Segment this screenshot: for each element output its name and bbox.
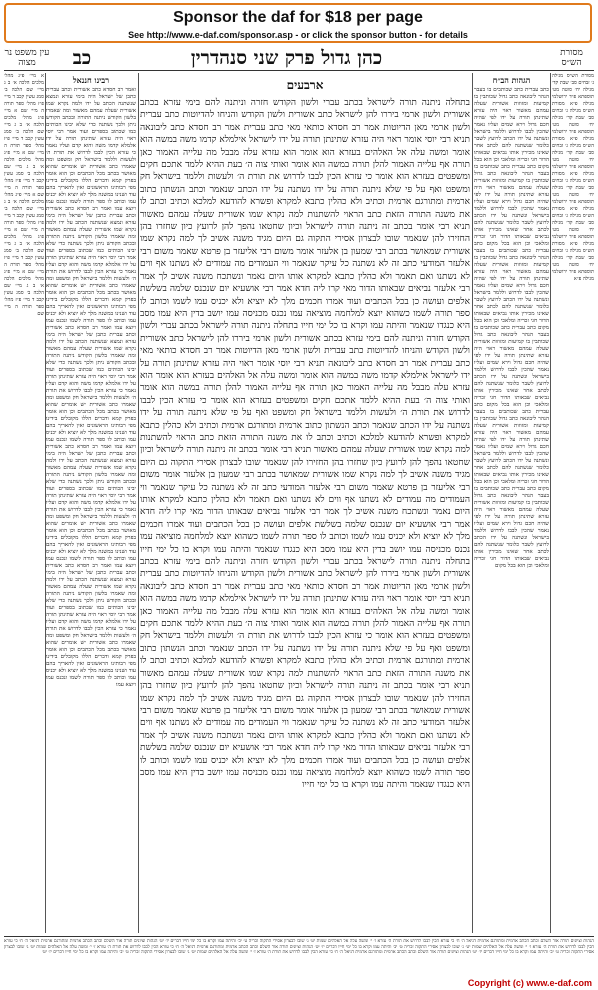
tosafot-column [46,73,136,933]
right-margin-text: מסורת הש״ס מגילה ג׳ זבחים סב׳ שבת קד׳ מגילה יח׳ סוטה מט׳ תוספתא פ״ד ירושלמי מגילה פ״א מסורת הש״ס מגילה ג׳ זבחים סב׳ שבת קד׳ מגילה יח׳ סוטה מט׳ תוספתא פ״ד ירושלמי מגילה פ״א מסורת הש״ס מגילה ג׳ זבחים סב׳ שבת קד׳ מגילה יח׳ סוטה מט׳ תוספתא פ״ד ירושלמי מגילה פ״א מסורת הש״ס מגילה ג׳ זבחים סב׳ שבת קד׳ מגילה יח׳ סוטה מט׳ תוספתא פ״ד ירושלמי מגילה פ״א מסורת הש״ס מגילה ג׳ זבחים סב׳ שבת קד׳ מגילה יח׳ סוטה מט׳ תוספתא פ״ד ירושלמי מגילה פ״א מסורת הש״ס מגילה ג׳ זבחים סב׳ שבת קד׳ מגילה יח׳ סוטה מט׳ תוספתא פ״ד ירושלמי מגילה פ״א [552,73,594,282]
bottom-notes-text: הגהות וציונים תורה אור השלם וכתב הכתב ארמית ומתורגם ארמית דניאל ה׳ ח׳ כי עזרא הכין לבבו לדרוש את תורת ה׳ עזרא ז׳ י׳ ומשה עלה אל האלהים שמות יט׳ ג׳ שובו לבצרון אסירי התקוה זכריה ט׳ יב׳ והיתה עמו וקרא בו כל ימי חייו דברים יז׳ יט׳ הגהות וציונים תורה אור השלם וכתב הכתב ארמית ומתורגם ארמית דניאל ה׳ ח׳ כי עזרא הכין לבבו לדרוש את תורת ה׳ עזרא ז׳ י׳ ומשה עלה אל האלהים שמות יט׳ ג׳ שובו לבצרון אסירי התקוה זכריה ט׳ יב׳ והיתה עמו וקרא בו כל ימי חייו דברים יז׳ יט׳ הגהות וציונים תורה אור השלם וכתב הכתב ארמית ומתורגם ארמית דניאל ה׳ ח׳ כי עזרא הכין לבבו לדרוש את תורת ה׳ עזרא ז׳ י׳ ומשה עלה אל האלהים שמות יט׳ ג׳ שובו לבצרון אסירי התקוה זכריה ט׳ יב׳ והיתה עמו וקרא בו כל ימי חייו דברים יז׳ יט׳ הגהות וציונים תורה אור השלם וכתב הכתב ארמית ומתורגם ארמית דניאל ה׳ ח׳ כי עזרא הכין לבבו לדרוש את תורת ה׳ עזרא ז׳ י׳ ומשה עלה אל האלהים שמות יט׳ ג׳ שובו לבצרון אסירי התקוה זכריה ט׳ יב׳ והיתה עמו וקרא בו כל ימי חייו דברים יז׳ יט׳ [4,939,594,955]
sponsor-title[interactable]: Sponsor the daf for $18 per page [173,9,423,26]
left-margin-column [4,73,44,933]
page-title: כהן גדול פרק שני סנהדרין [190,47,383,69]
right-margin-column [552,73,594,933]
header-rule [4,70,594,71]
gemara-text: בתחלה ניתנה תורה לישראל בכתב עברי ולשון הקודש חזרה וניתנה להם בימי עזרא בכתב אשורית ולשון ארמי ביררו להן לישראל כתב אשורית ולשון הקודש והניחו להדיוטות כתב עברית ולשון ארמי מאן הדיוטות אמר רב חסדא כותאי מאי כתב עברית אמר רב חסדא כתב ליבונאה תניא רבי יוסי אומר ראוי היה עזרא שתינתן תורה על ידו לישראל אילמלא קדמו משה במשה הוא אומר ומשה עלה אל האלהים בעזרא הוא אומר הוא עזרא עלה מבבל מה עלייה האמור כאן תורה אף עלייה האמור להלן תורה במשה הוא אומר ואותי צוה ה׳ בעת ההיא ללמד אתכם חקים ומשפטים בעזרא הוא אומר כי עזרא הכין לבבו לדרוש את תורת ה׳ ולעשות וללמד בישראל חק ומשפט ואף על פי שלא ניתנה תורה על ידו נשתנה על ידו הכתב שנאמר וכתב הנשתון כתוב ארמית ומתורגם ארמית וכתיב ולא כהלין כתבא למקרא ופשרא להודעא למלכא וכתיב וכתב לו את משנה התורה הזאת כתב הראוי להשתנות למה נקרא שמו אשורית שעלה עמהם מאשור תניא רבי אומר בכתב זה ניתנה תורה לישראל וכיון שחטאו נהפך להן לרועץ כיון שחזרו בהן החזירו להן שנאמר שובו לבצרון אסירי התקוה גם היום מגיד משנה אשיב לך למה נקרא שמו אשורית שמאושר בכתב רבי שמעון בן אלעזר אומר משום רבי אליעזר בן פרטא שאמר משום רבי אלעזר המודעי כתב זה לא נשתנה כל עיקר שנאמר ווי העמודים מה עמודים לא נשתנו אף ווים לא נשתנו ואם תאמר ולא כהלין כתבא למקרא אותו היום נאמר ונשתכח משנה אשיב לך אמר רבי אלעזר נביאים שבאותו הדור מאי קרו ליה חדא אמר רבי אושעיא יום שנכנס שלמה בשלשת אלפים ועושה כן בכל הכתבים ועוד אמרו חכמים מלך לא יוציא ולא יכניס עמו לשמו וכותב לו ספר תורה לשמו כשהוא יוצא למלחמה מוציאה עמו נכנס מכניסה עמו יושב בדין היא עמו מסב היא כנגדו שנאמר והיתה עמו וקרא בו כל ימי חייו בתחלה ניתנה תורה לישראל בכתב עברי ולשון הקודש חזרה וניתנה להם בימי עזרא בכתב אשורית ולשון ארמי ביררו להן לישראל כתב אשורית ולשון הקודש והניחו להדיוטות כתב עברית ולשון ארמי מאן הדיוטות אמר רב חסדא כותאי מאי כתב עברית אמר רב חסדא כתב ליבונאה תניא רבי יוסי אומר ראוי היה עזרא שתינתן תורה על ידו לישראל אילמלא קדמו משה במשה הוא אומר ומשה עלה אל האלהים בעזרא הוא אומר הוא עזרא עלה מבבל מה עלייה האמור כאן תורה אף עלייה האמור להלן תורה במשה הוא אומר ואותי צוה ה׳ בעת ההיא ללמד אתכם חקים ומשפטים בעזרא הוא אומר כי עזרא הכין לבבו לדרוש את תורת ה׳ ולעשות וללמד בישראל חק ומשפט ואף על פי שלא ניתנה תורה על ידו נשתנה על ידו הכתב שנאמר וכתב הנשתון כתוב ארמית ומתורגם ארמית וכתיב ולא כהלין כתבא למקרא ופשרא להודעא למלכא וכתיב וכתב לו את משנה התורה הזאת כתב הראוי להשתנות למה נקרא שמו אשורית שעלה עמהם מאשור תניא רבי אומר בכתב זה ניתנה תורה לישראל וכיון שחטאו נהפך להן לרועץ כיון שחזרו בהן החזירו להן שנאמר שובו לבצרון אסירי התקוה גם היום מגיד משנה אשיב לך למה נקרא שמו אשורית שמאושר בכתב רבי שמעון בן אלעזר אומר משום רבי אליעזר בן פרטא שאמר משום רבי אלעזר המודעי כתב זה לא נשתנה כל עיקר שנאמר ווי העמודים מה עמודים לא נשתנו אף ווים לא נשתנו ואם תאמר ולא כהלין כתבא למקרא אותו היום נאמר ונשתכח משנה אשיב לך אמר רבי אלעזר נביאים שבאותו הדור מאי קרו ליה חדא אמר רבי אושעיא יום שנכנס שלמה בשלשת אלפים ועושה כן בכל הכתבים ועוד אמרו חכמים מלך לא יוציא ולא יכניס עמו לשמו וכותב לו ספר תורה לשמו כשהוא יוצא למלחמה מוציאה עמו נכנס מכניסה עמו יושב בדין היא עמו מסב היא כנגדו שנאמר והיתה עמו וקרא בו כל ימי חייו בתחלה ניתנה תורה לישראל בכתב עברי ולשון הקודש חזרה וניתנה להם בימי עזרא בכתב אשורית ולשון ארמי ביררו להן לישראל כתב אשורית ולשון הקודש והניחו להדיוטות כתב עברית ולשון ארמי מאן הדיוטות אמר רב חסדא כותאי מאי כתב עברית אמר רב חסדא כתב ליבונאה תניא רבי יוסי אומר ראוי היה עזרא שתינתן תורה על ידו לישראל אילמלא קדמו משה במשה הוא אומר ומשה עלה אל האלהים בעזרא הוא אומר הוא עזרא עלה מבבל מה עלייה האמור כאן תורה אף עלייה האמור להלן תורה במשה הוא אומר ואותי צוה ה׳ בעת ההיא ללמד אתכם חקים ומשפטים בעזרא הוא אומר כי עזרא הכין לבבו לדרוש את תורת ה׳ ולעשות וללמד בישראל חק ומשפט ואף על פי שלא ניתנה תורה על ידו נשתנה על ידו הכתב שנאמר וכתב הנשתון כתוב ארמית ומתורגם ארמית וכתיב ולא כהלין כתבא למקרא ופשרא להודעא למלכא וכתיב וכתב לו את משנה התורה הזאת כתב הראוי להשתנות למה נקרא שמו אשורית שעלה עמהם מאשור תניא רבי אומר בכתב זה ניתנה תורה לישראל וכיון שחטאו נהפך להן לרועץ כיון שחזרו בהן החזירו להן שנאמר שובו לבצרון אסירי התקוה גם היום מגיד משנה אשיב לך למה נקרא שמו אשורית שמאושר בכתב רבי שמעון בן אלעזר אומר משום רבי אליעזר בן פרטא שאמר משום רבי אלעזר המודעי כתב זה לא נשתנה כל עיקר שנאמר ווי העמודים מה עמודים לא נשתנו אף ווים לא נשתנו ואם תאמר ולא כהלין כתבא למקרא אותו היום נאמר ונשתכח משנה אשיב לך אמר רבי אלעזר נביאים שבאותו הדור מאי קרו ליה חדא אמר רבי אושעיא יום שנכנס שלמה בשלשת אלפים ועושה כן בכל הכתבים ועוד אמרו חכמים מלך לא יוציא ולא יכניס עמו לשמו וכותב לו ספר תורה לשמו כשהוא יוצא למלחמה מוציאה עמו נכנס מכניסה עמו יושב בדין היא עמו מסב היא כנגדו שנאמר והיתה עמו וקרא בו כל ימי חייו [140,98,470,791]
left-margin-label: עין משפט נר מצוה [4,48,50,68]
footnote-rule [4,936,594,937]
bottom-notes [4,939,594,979]
talmud-page [4,48,594,970]
rashi-column [474,73,549,933]
sponsor-banner[interactable] [4,3,592,43]
tosafot-text: ואמר רב חסדא כתב אשורית וכתב עברית כתבן של ישראל היה בימי עזרא ונמצא שנשתנה הכתב על ידו ולמה נקרא שמו אשורית שעלה עמהם מאשור ומה שאמרו בלשון הקודש ניתנה התורה ובכתב הקודש ניתן ולכך נשתנה כדי שלא יבינו הכותים כמו שכתוב בספרים ועוד אמר רבי יוסי ראוי היה עזרא שתינתן תורה על ידו אלמלא קדמו משה והוא קדם ועליו נאמר כי עזרא הכין לבבו לדרוש את תורת ה׳ ולעשות וללמד בישראל חק ומשפט ומה שאמרו כתב אשורית יש אומרים שהוא מאושר בכתב מכל הכתבים וכן הוא אומר בפרק קמא ודברים הללו מקובלים בידינו מפי רבותינו הראשונים ואין להאריך בהם עוד ושנינו במשנה מלך לא יוציא ולא יכניס עמו וכותב לו ספר תורה לשמו ונכנס עמו ויוצא עמו ואמר רב חסדא כתב אשורית וכתב עברית כתבן של ישראל היה בימי עזרא ונמצא שנשתנה הכתב על ידו ולמה נקרא שמו אשורית שעלה עמהם מאשור ומה שאמרו בלשון הקודש ניתנה התורה ובכתב הקודש ניתן ולכך נשתנה כדי שלא יבינו הכותים כמו שכתוב בספרים ועוד אמר רבי יוסי ראוי היה עזרא שתינתן תורה על ידו אלמלא קדמו משה והוא קדם ועליו נאמר כי עזרא הכין לבבו לדרוש את תורת ה׳ ולעשות וללמד בישראל חק ומשפט ומה שאמרו כתב אשורית יש אומרים שהוא מאושר בכתב מכל הכתבים וכן הוא אומר בפרק קמא ודברים הללו מקובלים בידינו מפי רבותינו הראשונים ואין להאריך בהם עוד ושנינו במשנה מלך לא יוציא ולא יכניס עמו וכותב לו ספר תורה לשמו ונכנס עמו ויוצא עמו ואמר רב חסדא כתב אשורית וכתב עברית כתבן של ישראל היה בימי עזרא ונמצא שנשתנה הכתב על ידו ולמה נקרא שמו אשורית שעלה עמהם מאשור ומה שאמרו בלשון הקודש ניתנה התורה ובכתב הקודש ניתן ולכך נשתנה כדי שלא יבינו הכותים כמו שכתוב בספרים ועוד אמר רבי יוסי ראוי היה עזרא שתינתן תורה על ידו אלמלא קדמו משה והוא קדם ועליו נאמר כי עזרא הכין לבבו לדרוש את תורת ה׳ ולעשות וללמד בישראל חק ומשפט ומה שאמרו כתב אשורית יש אומרים שהוא מאושר בכתב מכל הכתבים וכן הוא אומר בפרק קמא ודברים הללו מקובלים בידינו מפי רבותינו הראשונים ואין להאריך בהם עוד ושנינו במשנה מלך לא יוציא ולא יכניס עמו וכותב לו ספר תורה לשמו ונכנס עמו ויוצא עמו ואמר רב חסדא כתב אשורית וכתב עברית כתבן של ישראל היה בימי עזרא ונמצא שנשתנה הכתב על ידו ולמה נקרא שמו אשורית שעלה עמהם מאשור ומה שאמרו בלשון הקודש ניתנה התורה ובכתב הקודש ניתן ולכך נשתנה כדי שלא יבינו הכותים כמו שכתוב בספרים ועוד אמר רבי יוסי ראוי היה עזרא שתינתן תורה על ידו אלמלא קדמו משה והוא קדם ועליו נאמר כי עזרא הכין לבבו לדרוש את תורת ה׳ ולעשות וללמד בישראל חק ומשפט ומה שאמרו כתב אשורית יש אומרים שהוא מאושר בכתב מכל הכתבים וכן הוא אומר בפרק קמא ודברים הללו מקובלים בידינו מפי רבותינו הראשונים ואין להאריך בהם עוד ושנינו במשנה מלך לא יוציא ולא יכניס עמו וכותב לו ספר תורה לשמו ונכנס עמו ויוצא עמו ואמר רב חסדא כתב אשורית וכתב עברית כתבן של ישראל היה בימי עזרא ונמצא שנשתנה הכתב על ידו ולמה נקרא שמו אשורית שעלה עמהם מאשור ומה שאמרו בלשון הקודש ניתנה התורה ובכתב הקודש ניתן ולכך נשתנה כדי שלא יבינו הכותים כמו שכתוב בספרים ועוד אמר רבי יוסי ראוי היה עזרא שתינתן תורה על ידו אלמלא קדמו משה והוא קדם ועליו נאמר כי עזרא הכין לבבו לדרוש את תורת ה׳ ולעשות וללמד בישראל חק ומשפט ומה שאמרו כתב אשורית יש אומרים שהוא מאושר בכתב מכל הכתבים וכן הוא אומר בפרק קמא ודברים הללו מקובלים בידינו מפי רבותינו הראשונים ואין להאריך בהם עוד ושנינו במשנה מלך לא יוציא ולא יכניס עמו וכותב לו ספר תורה לשמו ונכנס עמו ויוצא עמו [46,87,136,688]
column-divider [138,73,139,933]
column-divider [45,73,46,933]
rashi-text: כתב עברית כתב שכותבים בו בעבר הנהר ליבונאה כתב גדול שכותבין בו קמיעות ומזוזות אשורית שעלה עמהם מאשור ראוי היה עזרא שתינתן תורה על ידו לפי שהיה חכם גדול וירא שמים ועליו נאמר שהכין לבבו לדרוש וללמד בישראל ונשתנה על ידו הכתב לרועץ לשבר כלומר שנשתנה להם לכתב אחר שאינו מכירין אותו נביאים שבאותו הדור חגי זכריה ומלאכי וכן הוא בכל מקום כתב עברית כתב שכותבים בו בעבר הנהר ליבונאה כתב גדול שכותבין בו קמיעות ומזוזות אשורית שעלה עמהם מאשור ראוי היה עזרא שתינתן תורה על ידו לפי שהיה חכם גדול וירא שמים ועליו נאמר שהכין לבבו לדרוש וללמד בישראל ונשתנה על ידו הכתב לרועץ לשבר כלומר שנשתנה להם לכתב אחר שאינו מכירין אותו נביאים שבאותו הדור חגי זכריה ומלאכי וכן הוא בכל מקום כתב עברית כתב שכותבים בו בעבר הנהר ליבונאה כתב גדול שכותבין בו קמיעות ומזוזות אשורית שעלה עמהם מאשור ראוי היה עזרא שתינתן תורה על ידו לפי שהיה חכם גדול וירא שמים ועליו נאמר שהכין לבבו לדרוש וללמד בישראל ונשתנה על ידו הכתב לרועץ לשבר כלומר שנשתנה להם לכתב אחר שאינו מכירין אותו נביאים שבאותו הדור חגי זכריה ומלאכי וכן הוא בכל מקום כתב עברית כתב שכותבים בו בעבר הנהר ליבונאה כתב גדול שכותבין בו קמיעות ומזוזות אשורית שעלה עמהם מאשור ראוי היה עזרא שתינתן תורה על ידו לפי שהיה חכם גדול וירא שמים ועליו נאמר שהכין לבבו לדרוש וללמד בישראל ונשתנה על ידו הכתב לרועץ לשבר כלומר שנשתנה להם לכתב אחר שאינו מכירין אותו נביאים שבאותו הדור חגי זכריה ומלאכי וכן הוא בכל מקום כתב עברית כתב שכותבים בו בעבר הנהר ליבונאה כתב גדול שכותבין בו קמיעות ומזוזות אשורית שעלה עמהם מאשור ראוי היה עזרא שתינתן תורה על ידו לפי שהיה חכם גדול וירא שמים ועליו נאמר שהכין לבבו לדרוש וללמד בישראל ונשתנה על ידו הכתב לרועץ לשבר כלומר שנשתנה להם לכתב אחר שאינו מכירין אותו נביאים שבאותו הדור חגי זכריה ומלאכי וכן הוא בכל מקום כתב עברית כתב שכותבים בו בעבר הנהר ליבונאה כתב גדול שכותבין בו קמיעות ומזוזות אשורית שעלה עמהם מאשור ראוי היה עזרא שתינתן תורה על ידו לפי שהיה חכם גדול וירא שמים ועליו נאמר שהכין לבבו לדרוש וללמד בישראל ונשתנה על ידו הכתב לרועץ לשבר כלומר שנשתנה להם לכתב אחר שאינו מכירין אותו נביאים שבאותו הדור חגי זכריה ומלאכי וכן הוא בכל מקום [474,87,549,569]
column-divider [550,73,551,933]
gemara-column [140,73,470,933]
right-margin-label: מסורת הש״ס [560,48,583,68]
column-divider [472,73,473,933]
page-number: כב [72,47,92,69]
copyright-link[interactable]: Copyright (c) www.e-daf.com [467,978,592,988]
sponsor-subtitle: See http://www.e-daf.com/sponsor.asp - or click the sponsor button - for details [128,30,468,40]
tosafot-heading: רבינו חננאל [72,75,110,85]
left-margin-text: א מיי׳ פ״ג מהל׳ מלכים הלכה א׳ ב ג מיי׳ שם הלכה ב׳ סמג עשין קכב ד מיי׳ פ״ז מהל׳ ספר תורה ה מיי׳ שם א מיי׳ פ״ג מהל׳ מלכים הלכה א׳ ב ג מיי׳ שם הלכה ב׳ סמג עשין קכב ד מיי׳ פ״ז מהל׳ ספר תורה ה מיי׳ שם א מיי׳ פ״ג מהל׳ מלכים הלכה א׳ ב ג מיי׳ שם הלכה ב׳ סמג עשין קכב ד מיי׳ פ״ז מהל׳ ספר תורה ה מיי׳ שם א מיי׳ פ״ג מהל׳ מלכים הלכה א׳ ב ג מיי׳ שם הלכה ב׳ סמג עשין קכב ד מיי׳ פ״ז מהל׳ ספר תורה ה מיי׳ שם א מיי׳ פ״ג מהל׳ מלכים הלכה א׳ ב ג מיי׳ שם הלכה ב׳ סמג עשין קכב ד מיי׳ פ״ז מהל׳ ספר תורה ה מיי׳ שם א מיי׳ פ״ג מהל׳ מלכים הלכה א׳ ב ג מיי׳ שם הלכה ב׳ סמג עשין קכב ד מיי׳ פ״ז מהל׳ ספר תורה ה מיי׳ שם [4,73,44,317]
rashi-heading: הגהות הב״ח [492,75,531,85]
gemara-heading: ארבעים [286,78,324,92]
